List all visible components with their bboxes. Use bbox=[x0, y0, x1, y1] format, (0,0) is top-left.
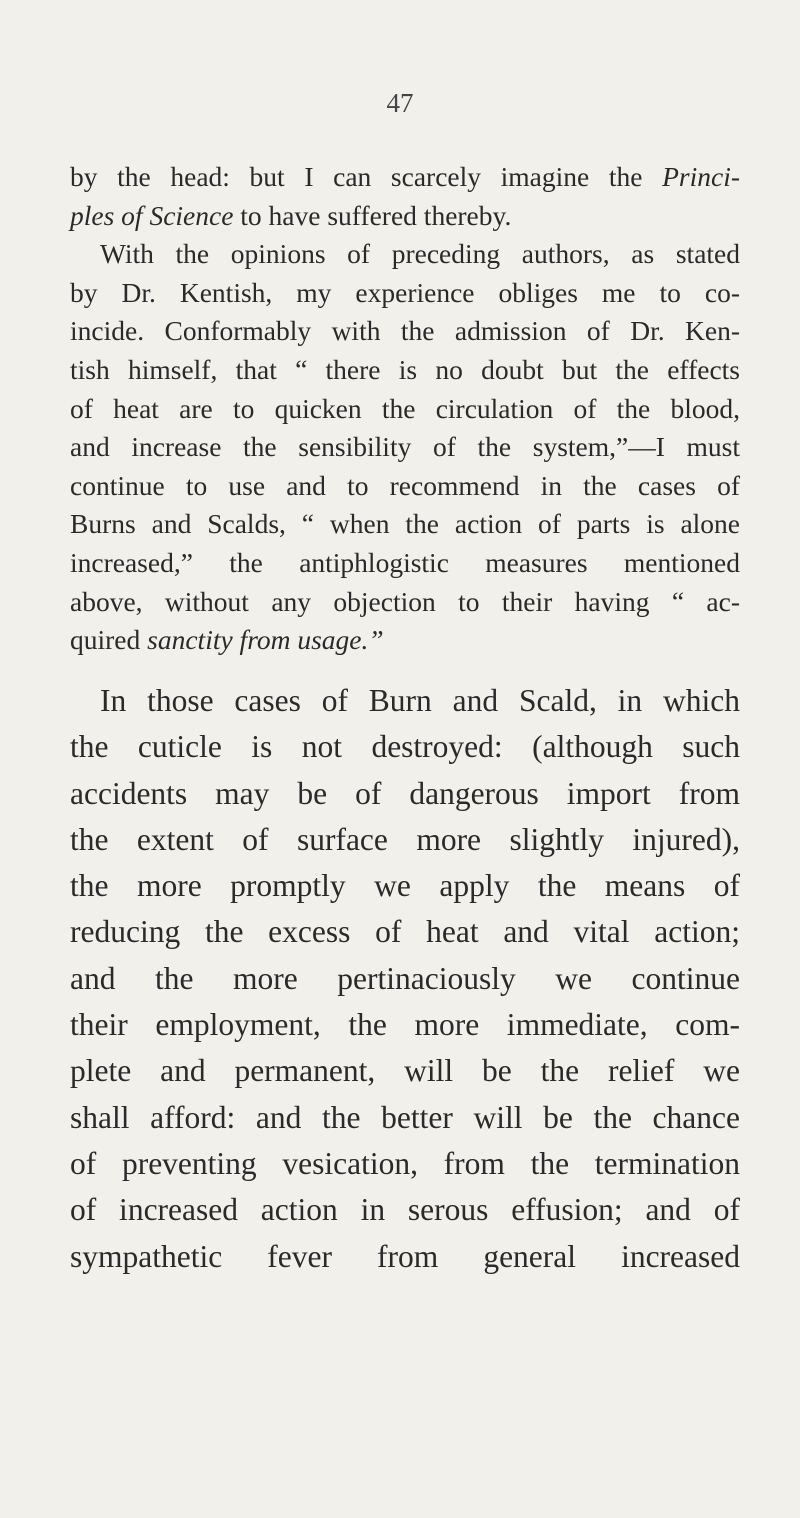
text-line: the more promptly we apply the means of bbox=[70, 868, 740, 904]
text-line: accidents may be of dangerous import from bbox=[70, 775, 740, 811]
paragraph-2 bbox=[70, 678, 740, 1280]
text-line: Burns and Scalds, “ when the action of parts is alone bbox=[70, 508, 740, 540]
text-line: continue to use and to recommend in the cases of bbox=[70, 469, 740, 501]
text-line: increased,” the antiphlogistic measures mentioned bbox=[70, 546, 740, 578]
text-line: incide. Conformably with the admission of Dr. Ken- bbox=[70, 315, 740, 347]
text-line: of increased action in serous effusion; and of bbox=[70, 1192, 740, 1228]
text-line: plete and permanent, will be the relief we bbox=[70, 1053, 740, 1089]
text-line: of heat are to quicken the circulation of the blood, bbox=[70, 392, 740, 424]
text-line: tish himself, that “ there is no doubt but the effects bbox=[70, 353, 740, 385]
text-line: shall afford: and the better will be the chance bbox=[70, 1099, 740, 1135]
text-line: and the more pertinaciously we continue bbox=[70, 960, 740, 996]
text-line: reducing the excess of heat and vital action; bbox=[70, 914, 740, 950]
text-line: the extent of surface more slightly injured), bbox=[70, 821, 740, 857]
text-line: sympathetic fever from general increased bbox=[70, 1238, 740, 1274]
text-line: and increase the sensibility of the system,”—I must bbox=[70, 431, 740, 463]
text-line: their employment, the more immediate, com- bbox=[70, 1007, 740, 1043]
paragraph-1 bbox=[70, 158, 740, 660]
text-line: by Dr. Kentish, my experience obliges me to co- bbox=[70, 276, 740, 308]
text-line: quired sanctity from usage.” bbox=[70, 624, 384, 656]
text-line: above, without any objection to their having “ ac- bbox=[70, 585, 740, 617]
text-line: In those cases of Burn and Scald, in which bbox=[100, 683, 740, 718]
page-number: 47 bbox=[386, 88, 414, 118]
text-line: by the head: but I can scarcely imagine the Princi- bbox=[70, 161, 740, 192]
text-line: ples of Science to have suffered thereby. bbox=[70, 199, 512, 231]
text-line: With the opinions of preceding authors, as stated bbox=[100, 238, 740, 270]
text-line: the cuticle is not destroyed: (although such bbox=[70, 729, 740, 765]
text-line: of preventing vesication, from the termination bbox=[70, 1145, 740, 1181]
